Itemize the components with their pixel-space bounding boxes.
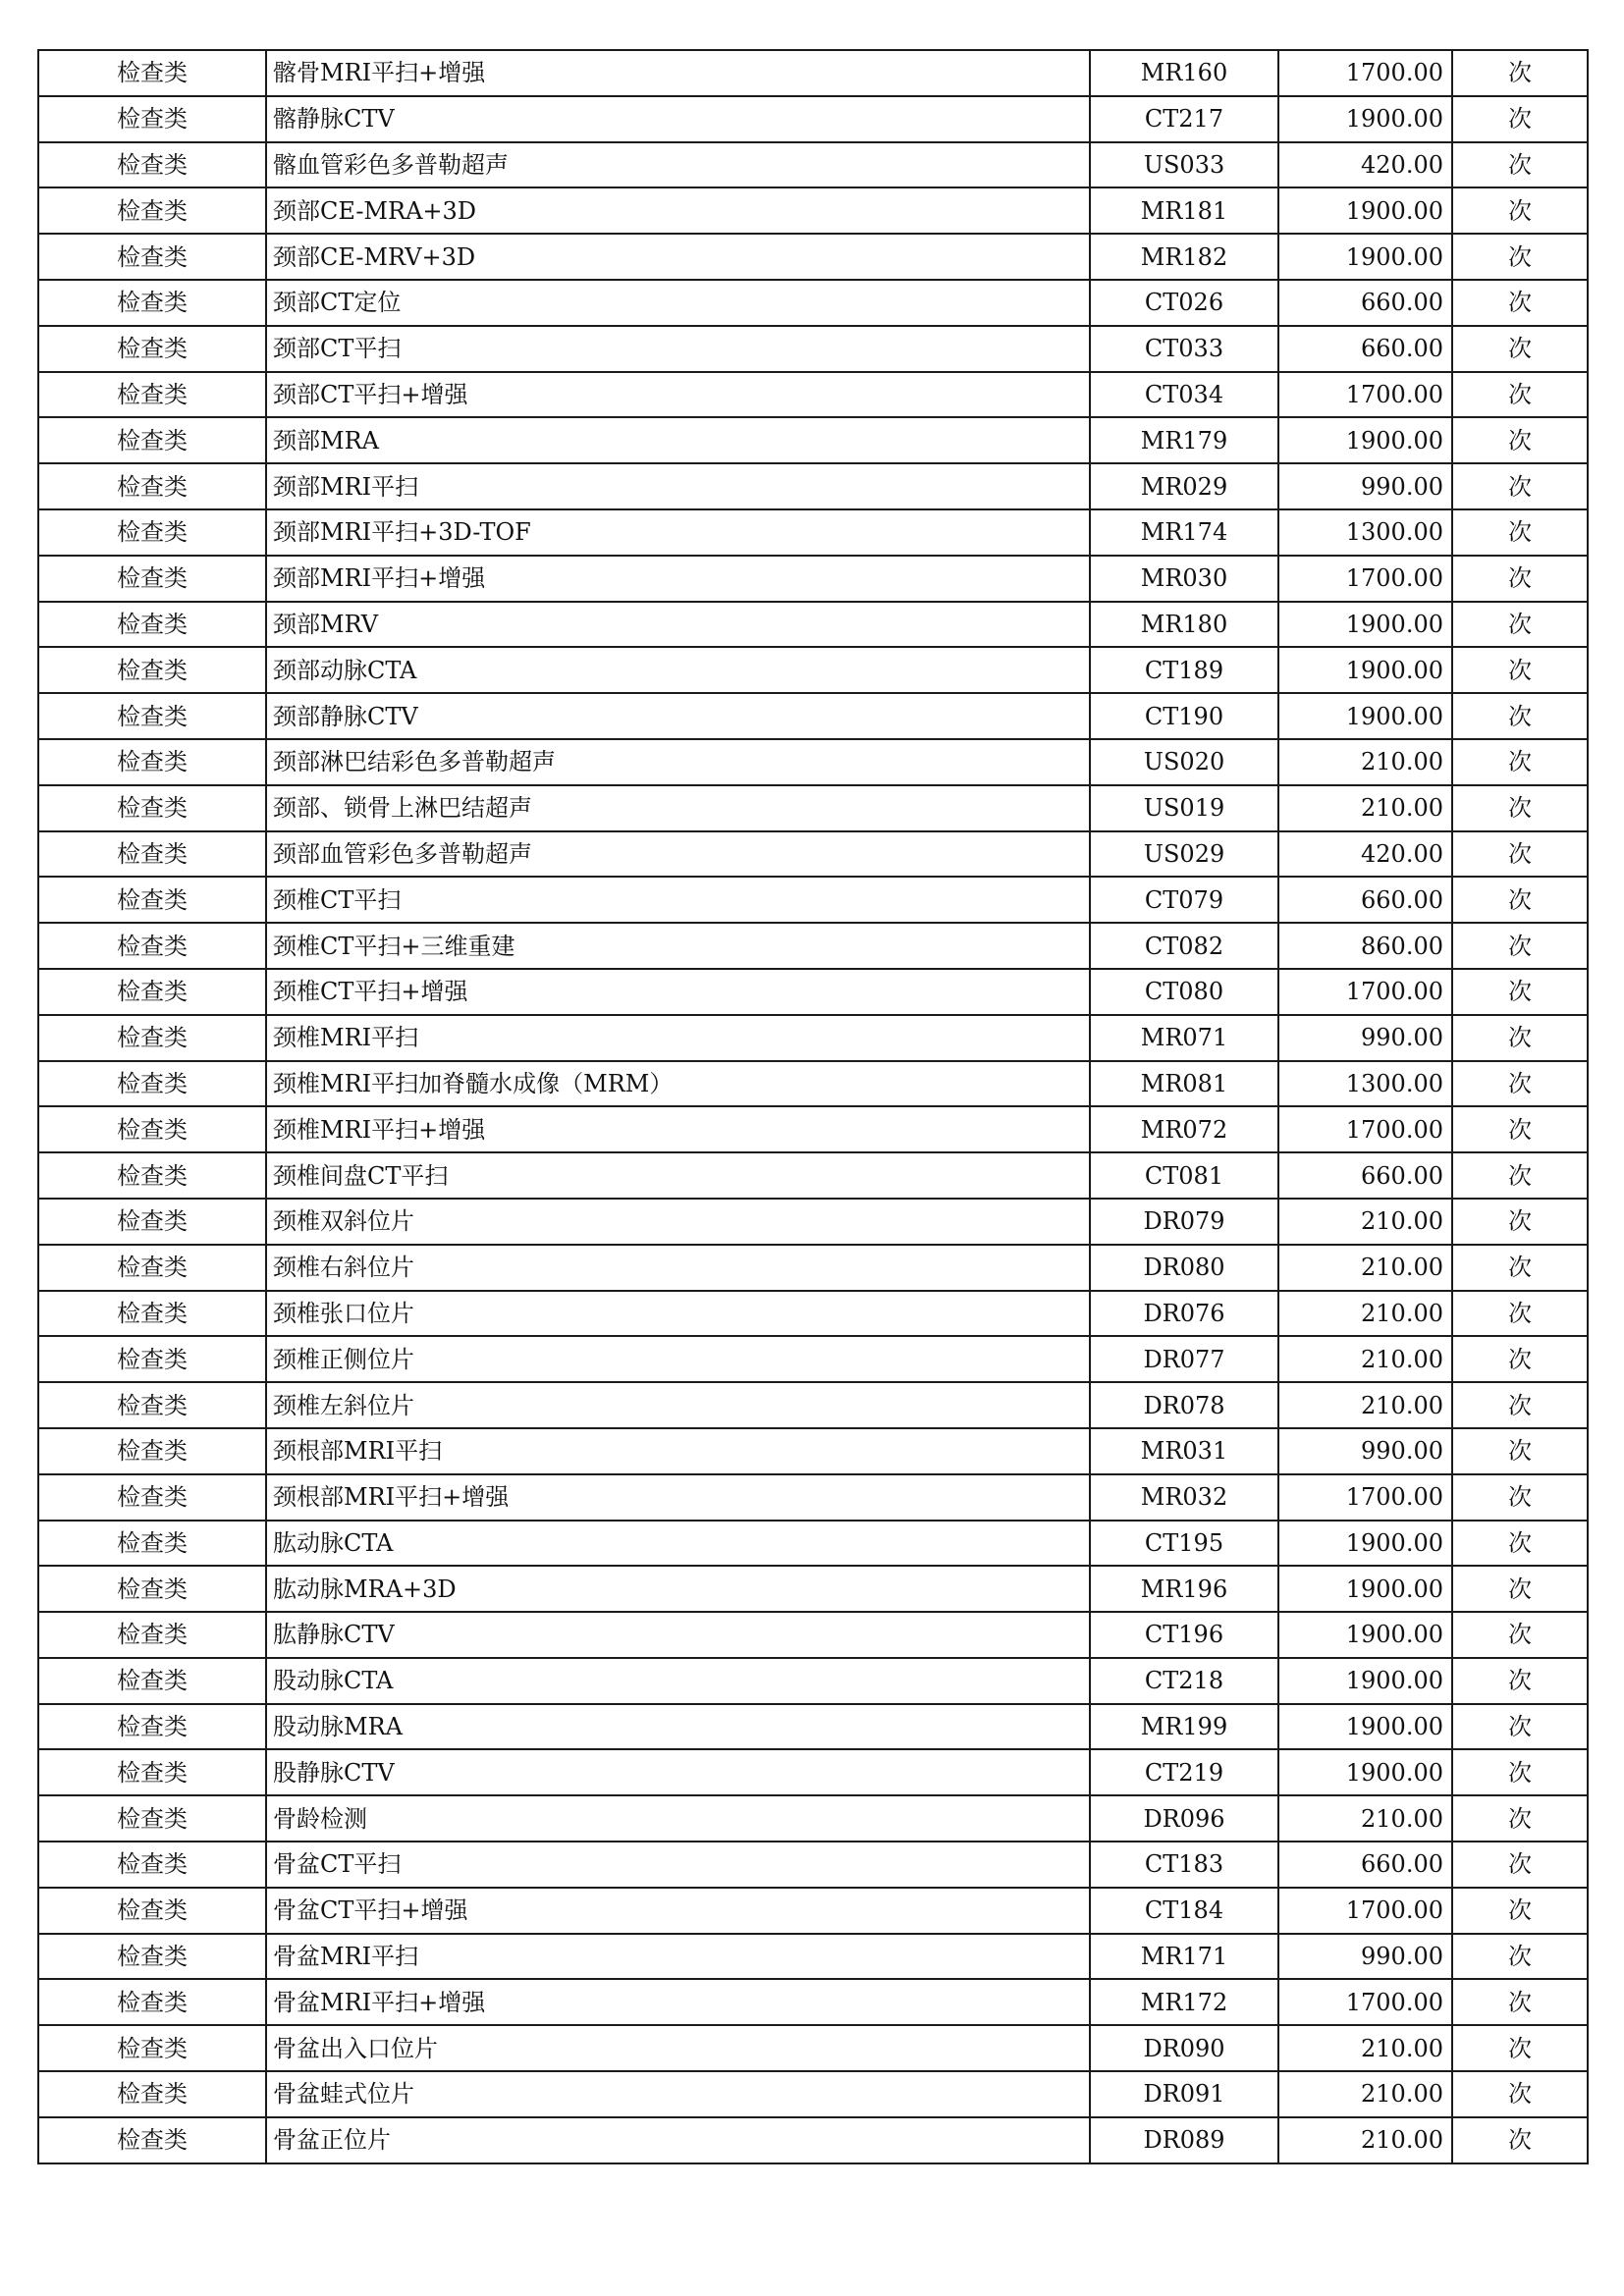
item-code-cell: US020: [1090, 739, 1278, 785]
category-cell: 检查类: [38, 877, 266, 923]
category-cell: 检查类: [38, 96, 266, 142]
unit-cell: 次: [1452, 1106, 1588, 1152]
item-code-cell: MR031: [1090, 1428, 1278, 1474]
category-cell: 检查类: [38, 1106, 266, 1152]
item-name-cell: 骨盆CT平扫: [266, 1842, 1090, 1888]
table-row: [38, 1474, 1588, 1521]
item-name-cell: 颈部动脉CTA: [266, 647, 1090, 693]
unit-cell: 次: [1452, 326, 1588, 372]
table-row: [38, 1749, 1588, 1795]
category-cell: 检查类: [38, 1382, 266, 1428]
item-name-cell: 颈部MRV: [266, 602, 1090, 648]
category-cell: 检查类: [38, 463, 266, 509]
category-cell: 检查类: [38, 1015, 266, 1061]
category-cell: 检查类: [38, 1842, 266, 1888]
unit-cell: 次: [1452, 187, 1588, 234]
price-cell: 210.00: [1278, 1382, 1452, 1428]
price-cell: 1900.00: [1278, 1612, 1452, 1658]
item-name-cell: 颈椎张口位片: [266, 1291, 1090, 1337]
unit-cell: 次: [1452, 831, 1588, 878]
item-name-cell: 髂静脉CTV: [266, 96, 1090, 142]
item-code-cell: MR182: [1090, 234, 1278, 280]
item-name-cell: 颈部MRI平扫+增强: [266, 556, 1090, 602]
table-row: [38, 1245, 1588, 1291]
price-cell: 1700.00: [1278, 1979, 1452, 2025]
category-cell: 检查类: [38, 2071, 266, 2117]
category-cell: 检查类: [38, 1336, 266, 1382]
item-name-cell: 肱静脉CTV: [266, 1612, 1090, 1658]
table-row: [38, 1428, 1588, 1474]
item-code-cell: MR032: [1090, 1474, 1278, 1521]
table-row: [38, 1934, 1588, 1980]
unit-cell: 次: [1452, 1428, 1588, 1474]
price-cell: 1700.00: [1278, 372, 1452, 418]
table-row: [38, 2025, 1588, 2071]
item-code-cell: MR081: [1090, 1061, 1278, 1107]
table-row: [38, 602, 1588, 648]
category-cell: 检查类: [38, 1612, 266, 1658]
category-cell: 检查类: [38, 1888, 266, 1934]
price-cell: 210.00: [1278, 739, 1452, 785]
price-cell: 660.00: [1278, 877, 1452, 923]
item-code-cell: DR096: [1090, 1795, 1278, 1842]
price-cell: 990.00: [1278, 463, 1452, 509]
unit-cell: 次: [1452, 2025, 1588, 2071]
unit-cell: 次: [1452, 280, 1588, 326]
unit-cell: 次: [1452, 1015, 1588, 1061]
table-row: [38, 693, 1588, 739]
category-cell: 检查类: [38, 1795, 266, 1842]
item-name-cell: 股动脉CTA: [266, 1658, 1090, 1704]
unit-cell: 次: [1452, 1199, 1588, 1245]
table-row: [38, 234, 1588, 280]
price-cell: 990.00: [1278, 1015, 1452, 1061]
unit-cell: 次: [1452, 1336, 1588, 1382]
item-code-cell: DR076: [1090, 1291, 1278, 1337]
item-name-cell: 颈部CE-MRV+3D: [266, 234, 1090, 280]
price-cell: 660.00: [1278, 1152, 1452, 1199]
table-row: [38, 1199, 1588, 1245]
unit-cell: 次: [1452, 96, 1588, 142]
price-cell: 990.00: [1278, 1428, 1452, 1474]
price-cell: 1700.00: [1278, 50, 1452, 96]
item-name-cell: 颈部MRA: [266, 417, 1090, 463]
table-row: [38, 1521, 1588, 1567]
unit-cell: 次: [1452, 2117, 1588, 2163]
item-code-cell: MR181: [1090, 187, 1278, 234]
table-row: [38, 372, 1588, 418]
category-cell: 检查类: [38, 2117, 266, 2163]
category-cell: 检查类: [38, 372, 266, 418]
table-row: [38, 187, 1588, 234]
unit-cell: 次: [1452, 1704, 1588, 1750]
unit-cell: 次: [1452, 1566, 1588, 1612]
item-name-cell: 颈椎CT平扫+三维重建: [266, 923, 1090, 969]
item-name-cell: 颈椎MRI平扫+增强: [266, 1106, 1090, 1152]
category-cell: 检查类: [38, 647, 266, 693]
table-row: [38, 739, 1588, 785]
category-cell: 检查类: [38, 326, 266, 372]
category-cell: 检查类: [38, 234, 266, 280]
item-code-cell: MR071: [1090, 1015, 1278, 1061]
item-name-cell: 颈部、锁骨上淋巴结超声: [266, 785, 1090, 831]
category-cell: 检查类: [38, 509, 266, 556]
price-cell: 1700.00: [1278, 1888, 1452, 1934]
category-cell: 检查类: [38, 1521, 266, 1567]
unit-cell: 次: [1452, 1382, 1588, 1428]
price-cell: 1900.00: [1278, 96, 1452, 142]
item-name-cell: 颈部CT平扫+增强: [266, 372, 1090, 418]
unit-cell: 次: [1452, 1888, 1588, 1934]
item-name-cell: 髂血管彩色多普勒超声: [266, 142, 1090, 188]
price-cell: 210.00: [1278, 1336, 1452, 1382]
table-row: [38, 556, 1588, 602]
item-name-cell: 颈部静脉CTV: [266, 693, 1090, 739]
item-code-cell: CT082: [1090, 923, 1278, 969]
item-code-cell: MR199: [1090, 1704, 1278, 1750]
table-row: [38, 2071, 1588, 2117]
price-cell: 210.00: [1278, 1795, 1452, 1842]
item-code-cell: CT219: [1090, 1749, 1278, 1795]
item-code-cell: CT183: [1090, 1842, 1278, 1888]
item-code-cell: MR172: [1090, 1979, 1278, 2025]
price-cell: 1700.00: [1278, 1106, 1452, 1152]
unit-cell: 次: [1452, 1474, 1588, 1521]
item-name-cell: 颈部MRI平扫+3D-TOF: [266, 509, 1090, 556]
unit-cell: 次: [1452, 1291, 1588, 1337]
unit-cell: 次: [1452, 877, 1588, 923]
item-code-cell: MR180: [1090, 602, 1278, 648]
price-cell: 990.00: [1278, 1934, 1452, 1980]
item-code-cell: CT026: [1090, 280, 1278, 326]
item-code-cell: DR079: [1090, 1199, 1278, 1245]
category-cell: 检查类: [38, 50, 266, 96]
unit-cell: 次: [1452, 923, 1588, 969]
category-cell: 检查类: [38, 969, 266, 1015]
category-cell: 检查类: [38, 1474, 266, 1521]
item-code-cell: DR080: [1090, 1245, 1278, 1291]
category-cell: 检查类: [38, 1061, 266, 1107]
unit-cell: 次: [1452, 1658, 1588, 1704]
item-name-cell: 颈部淋巴结彩色多普勒超声: [266, 739, 1090, 785]
price-cell: 660.00: [1278, 326, 1452, 372]
price-cell: 1900.00: [1278, 417, 1452, 463]
item-name-cell: 颈椎MRI平扫加脊髓水成像（MRM）: [266, 1061, 1090, 1107]
item-code-cell: MR160: [1090, 50, 1278, 96]
item-code-cell: MR030: [1090, 556, 1278, 602]
item-name-cell: 颈椎CT平扫: [266, 877, 1090, 923]
table-body: [38, 50, 1588, 2163]
table-row: [38, 1842, 1588, 1888]
item-name-cell: 骨盆MRI平扫+增强: [266, 1979, 1090, 2025]
unit-cell: 次: [1452, 1749, 1588, 1795]
table-row: [38, 1888, 1588, 1934]
category-cell: 检查类: [38, 556, 266, 602]
category-cell: 检查类: [38, 693, 266, 739]
table-row: [38, 2117, 1588, 2163]
table-row: [38, 785, 1588, 831]
category-cell: 检查类: [38, 1199, 266, 1245]
table-row: [38, 463, 1588, 509]
item-code-cell: MR171: [1090, 1934, 1278, 1980]
item-code-cell: DR089: [1090, 2117, 1278, 2163]
item-code-cell: DR078: [1090, 1382, 1278, 1428]
price-cell: 420.00: [1278, 142, 1452, 188]
category-cell: 检查类: [38, 1428, 266, 1474]
unit-cell: 次: [1452, 1152, 1588, 1199]
price-cell: 210.00: [1278, 1199, 1452, 1245]
unit-cell: 次: [1452, 234, 1588, 280]
item-code-cell: CT190: [1090, 693, 1278, 739]
item-name-cell: 骨盆蛙式位片: [266, 2071, 1090, 2117]
price-table: [37, 49, 1589, 2164]
item-name-cell: 颈椎MRI平扫: [266, 1015, 1090, 1061]
item-name-cell: 颈部MRI平扫: [266, 463, 1090, 509]
item-name-cell: 骨盆出入口位片: [266, 2025, 1090, 2071]
item-name-cell: 股动脉MRA: [266, 1704, 1090, 1750]
table-row: [38, 923, 1588, 969]
unit-cell: 次: [1452, 142, 1588, 188]
price-cell: 210.00: [1278, 785, 1452, 831]
item-name-cell: 颈椎双斜位片: [266, 1199, 1090, 1245]
item-code-cell: CT189: [1090, 647, 1278, 693]
item-name-cell: 骨盆CT平扫+增强: [266, 1888, 1090, 1934]
item-code-cell: DR077: [1090, 1336, 1278, 1382]
item-code-cell: US029: [1090, 831, 1278, 878]
price-cell: 660.00: [1278, 1842, 1452, 1888]
item-name-cell: 颈椎正侧位片: [266, 1336, 1090, 1382]
item-code-cell: MR196: [1090, 1566, 1278, 1612]
category-cell: 检查类: [38, 2025, 266, 2071]
item-code-cell: MR072: [1090, 1106, 1278, 1152]
price-cell: 1900.00: [1278, 187, 1452, 234]
price-cell: 860.00: [1278, 923, 1452, 969]
item-code-cell: DR090: [1090, 2025, 1278, 2071]
category-cell: 检查类: [38, 739, 266, 785]
item-code-cell: US033: [1090, 142, 1278, 188]
item-name-cell: 颈椎CT平扫+增强: [266, 969, 1090, 1015]
table-row: [38, 1795, 1588, 1842]
category-cell: 检查类: [38, 1245, 266, 1291]
item-code-cell: DR091: [1090, 2071, 1278, 2117]
category-cell: 检查类: [38, 142, 266, 188]
price-cell: 1300.00: [1278, 509, 1452, 556]
table-row: [38, 877, 1588, 923]
table-row: [38, 831, 1588, 878]
unit-cell: 次: [1452, 417, 1588, 463]
category-cell: 检查类: [38, 602, 266, 648]
price-cell: 420.00: [1278, 831, 1452, 878]
item-name-cell: 颈部CT平扫: [266, 326, 1090, 372]
table-row: [38, 50, 1588, 96]
item-code-cell: MR174: [1090, 509, 1278, 556]
unit-cell: 次: [1452, 647, 1588, 693]
table-row: [38, 1291, 1588, 1337]
table-row: [38, 96, 1588, 142]
item-code-cell: CT081: [1090, 1152, 1278, 1199]
category-cell: 检查类: [38, 1704, 266, 1750]
item-name-cell: 骨盆MRI平扫: [266, 1934, 1090, 1980]
item-code-cell: CT033: [1090, 326, 1278, 372]
category-cell: 检查类: [38, 831, 266, 878]
category-cell: 检查类: [38, 1152, 266, 1199]
category-cell: 检查类: [38, 785, 266, 831]
item-code-cell: CT196: [1090, 1612, 1278, 1658]
item-name-cell: 颈椎左斜位片: [266, 1382, 1090, 1428]
table-row: [38, 1658, 1588, 1704]
unit-cell: 次: [1452, 785, 1588, 831]
unit-cell: 次: [1452, 1842, 1588, 1888]
table-row: [38, 1106, 1588, 1152]
table-row: [38, 1336, 1588, 1382]
item-code-cell: MR029: [1090, 463, 1278, 509]
item-name-cell: 股静脉CTV: [266, 1749, 1090, 1795]
table-row: [38, 1152, 1588, 1199]
item-code-cell: CT195: [1090, 1521, 1278, 1567]
price-cell: 1700.00: [1278, 969, 1452, 1015]
table-row: [38, 280, 1588, 326]
price-cell: 210.00: [1278, 2117, 1452, 2163]
unit-cell: 次: [1452, 1521, 1588, 1567]
item-name-cell: 颈椎右斜位片: [266, 1245, 1090, 1291]
table-row: [38, 1612, 1588, 1658]
table-row: [38, 1704, 1588, 1750]
unit-cell: 次: [1452, 602, 1588, 648]
unit-cell: 次: [1452, 2071, 1588, 2117]
item-code-cell: CT034: [1090, 372, 1278, 418]
unit-cell: 次: [1452, 969, 1588, 1015]
item-name-cell: 颈根部MRI平扫: [266, 1428, 1090, 1474]
category-cell: 检查类: [38, 1934, 266, 1980]
table-row: [38, 326, 1588, 372]
unit-cell: 次: [1452, 1612, 1588, 1658]
price-cell: 1900.00: [1278, 1749, 1452, 1795]
item-name-cell: 颈部血管彩色多普勒超声: [266, 831, 1090, 878]
price-cell: 210.00: [1278, 1245, 1452, 1291]
unit-cell: 次: [1452, 1795, 1588, 1842]
table-row: [38, 1061, 1588, 1107]
table-row: [38, 1979, 1588, 2025]
unit-cell: 次: [1452, 739, 1588, 785]
price-cell: 660.00: [1278, 280, 1452, 326]
price-cell: 1900.00: [1278, 693, 1452, 739]
category-cell: 检查类: [38, 417, 266, 463]
category-cell: 检查类: [38, 187, 266, 234]
table-row: [38, 969, 1588, 1015]
item-name-cell: 肱动脉MRA+3D: [266, 1566, 1090, 1612]
price-cell: 210.00: [1278, 2071, 1452, 2117]
item-code-cell: CT079: [1090, 877, 1278, 923]
price-cell: 1900.00: [1278, 1566, 1452, 1612]
item-code-cell: CT218: [1090, 1658, 1278, 1704]
price-cell: 1300.00: [1278, 1061, 1452, 1107]
unit-cell: 次: [1452, 556, 1588, 602]
item-name-cell: 颈部CE-MRA+3D: [266, 187, 1090, 234]
unit-cell: 次: [1452, 1061, 1588, 1107]
table-row: [38, 509, 1588, 556]
item-name-cell: 髂骨MRI平扫+增强: [266, 50, 1090, 96]
price-cell: 1900.00: [1278, 234, 1452, 280]
table-row: [38, 1566, 1588, 1612]
unit-cell: 次: [1452, 1934, 1588, 1980]
price-cell: 1900.00: [1278, 1658, 1452, 1704]
unit-cell: 次: [1452, 509, 1588, 556]
category-cell: 检查类: [38, 1749, 266, 1795]
unit-cell: 次: [1452, 693, 1588, 739]
unit-cell: 次: [1452, 1979, 1588, 2025]
category-cell: 检查类: [38, 1566, 266, 1612]
item-name-cell: 肱动脉CTA: [266, 1521, 1090, 1567]
category-cell: 检查类: [38, 1979, 266, 2025]
table-row: [38, 1382, 1588, 1428]
unit-cell: 次: [1452, 1245, 1588, 1291]
item-name-cell: 颈部CT定位: [266, 280, 1090, 326]
price-cell: 1900.00: [1278, 647, 1452, 693]
price-cell: 1700.00: [1278, 556, 1452, 602]
price-cell: 210.00: [1278, 1291, 1452, 1337]
category-cell: 检查类: [38, 1291, 266, 1337]
table-row: [38, 647, 1588, 693]
item-code-cell: CT184: [1090, 1888, 1278, 1934]
item-name-cell: 骨盆正位片: [266, 2117, 1090, 2163]
item-name-cell: 骨龄检测: [266, 1795, 1090, 1842]
item-name-cell: 颈椎间盘CT平扫: [266, 1152, 1090, 1199]
item-name-cell: 颈根部MRI平扫+增强: [266, 1474, 1090, 1521]
category-cell: 检查类: [38, 1658, 266, 1704]
item-code-cell: US019: [1090, 785, 1278, 831]
price-cell: 210.00: [1278, 2025, 1452, 2071]
table-row: [38, 1015, 1588, 1061]
unit-cell: 次: [1452, 50, 1588, 96]
table-row: [38, 142, 1588, 188]
item-code-cell: CT080: [1090, 969, 1278, 1015]
unit-cell: 次: [1452, 463, 1588, 509]
price-cell: 1700.00: [1278, 1474, 1452, 1521]
category-cell: 检查类: [38, 923, 266, 969]
item-code-cell: CT217: [1090, 96, 1278, 142]
price-cell: 1900.00: [1278, 602, 1452, 648]
price-cell: 1900.00: [1278, 1704, 1452, 1750]
item-code-cell: MR179: [1090, 417, 1278, 463]
table-row: [38, 417, 1588, 463]
unit-cell: 次: [1452, 372, 1588, 418]
price-cell: 1900.00: [1278, 1521, 1452, 1567]
category-cell: 检查类: [38, 280, 266, 326]
